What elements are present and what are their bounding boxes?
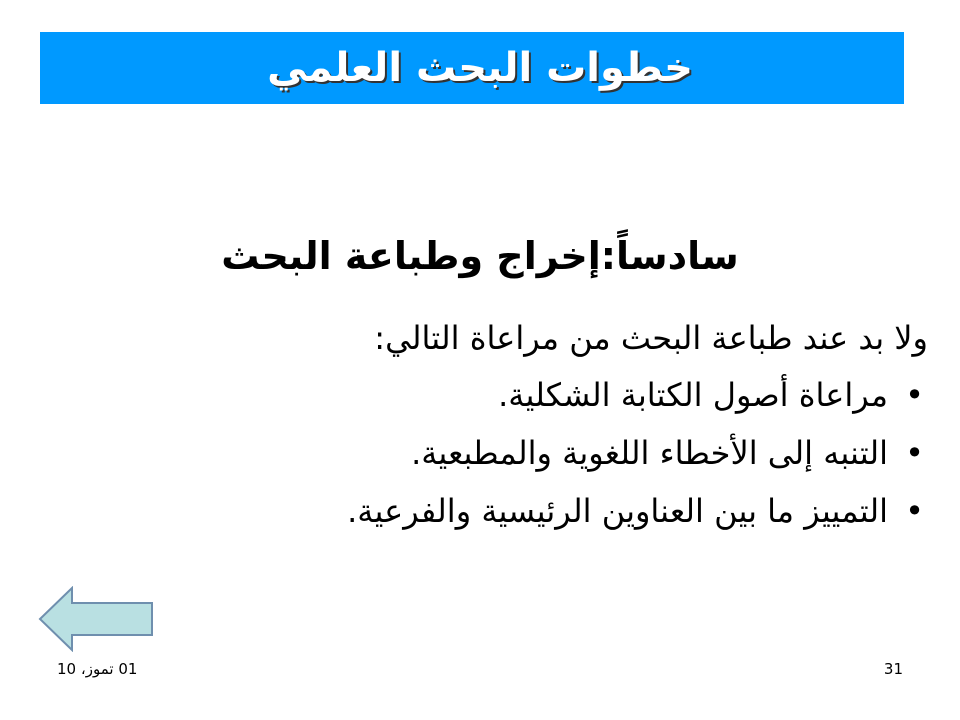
list-item-text: التنبه إلى الأخطاء اللغوية والمطبعية. xyxy=(411,434,888,472)
list-item-text: مراعاة أصول الكتابة الشكلية. xyxy=(498,376,888,414)
list-item xyxy=(300,482,928,540)
slide-number: 31 xyxy=(883,660,903,678)
list-item-text: التمييز ما بين العناوين الرئيسية والفرعية. xyxy=(347,492,888,530)
footer-date: 01 تموز، 10 xyxy=(57,660,138,678)
bullet-list xyxy=(300,366,928,540)
bullet-icon: • xyxy=(905,434,924,472)
intro-text: ولا بد عند طباعة البحث من مراعاة التالي: xyxy=(374,319,928,357)
bullet-icon: • xyxy=(905,376,924,414)
list-item xyxy=(300,424,928,482)
title-bar xyxy=(40,32,904,104)
bullet-icon: • xyxy=(905,492,924,530)
back-button[interactable] xyxy=(38,586,154,652)
section-heading: سادساً:إخراج وطباعة البحث xyxy=(221,234,739,278)
list-item xyxy=(300,366,928,424)
slide-body xyxy=(300,310,928,540)
slide-title: خطوات البحث العلمي xyxy=(267,45,693,91)
left-arrow-icon xyxy=(38,586,154,652)
